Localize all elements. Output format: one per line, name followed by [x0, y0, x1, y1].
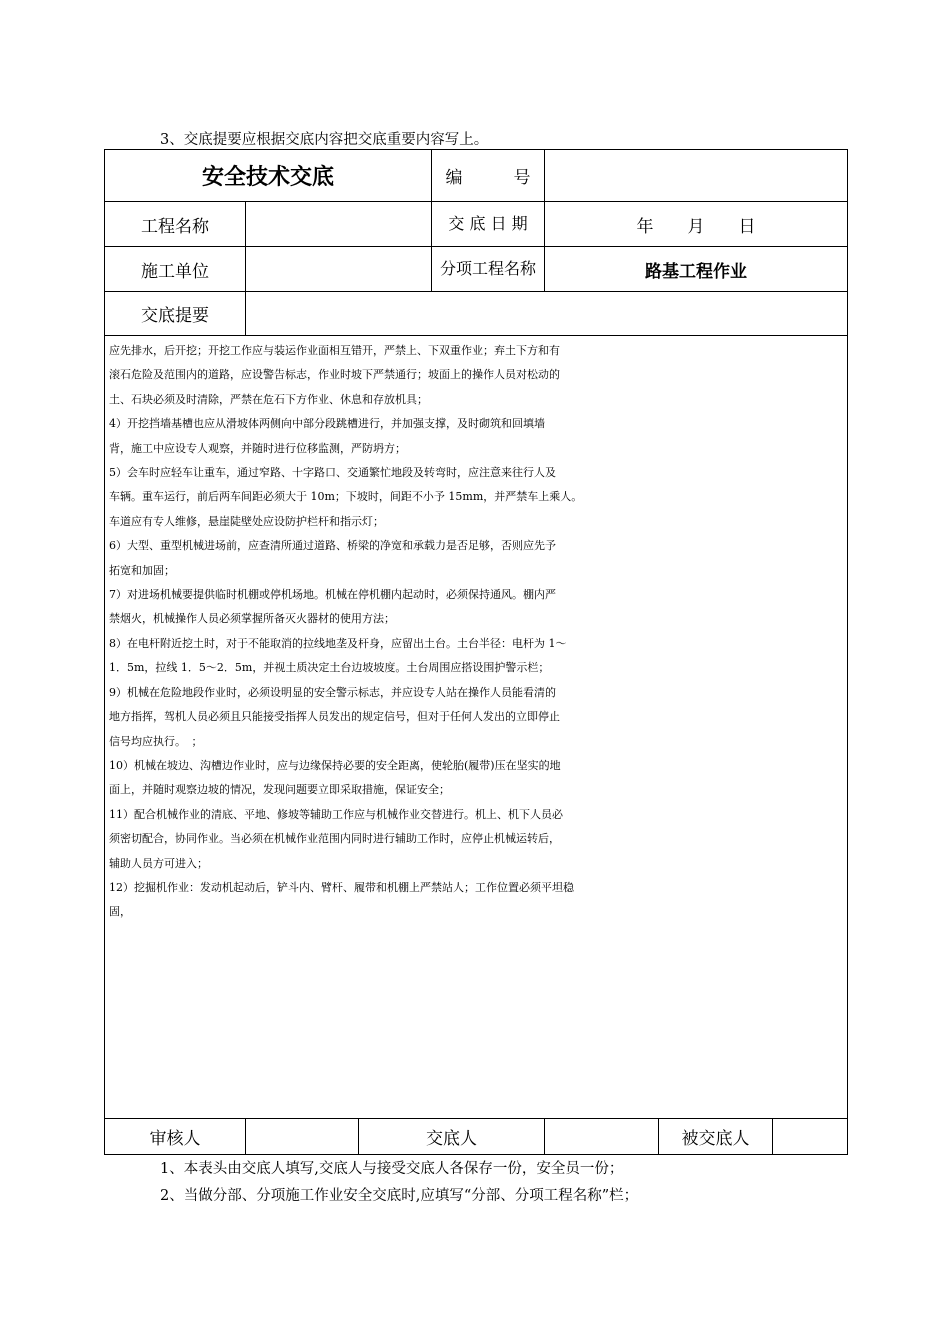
content-line: 辅助人员方可进入； — [109, 856, 208, 870]
content-line: 12）挖掘机作业：发动机起动后，铲斗内、臂杆、履带和机棚上严禁站人；工作位置必须平坦稳 — [109, 880, 574, 894]
project-name-label: 工程名称 — [105, 202, 246, 247]
construction-unit-label: 施工单位 — [105, 247, 246, 292]
recipient-label: 被交底人 — [681, 1129, 750, 1149]
construction-unit-field[interactable] — [246, 247, 432, 292]
content-line: 禁烟火，机械操作人员必须掌握所备灭火器材的使用方法； — [109, 612, 395, 626]
sub-project-field[interactable]: 路基工程作业 — [545, 247, 848, 292]
number-field[interactable] — [545, 150, 848, 202]
recipient-divider — [772, 1119, 773, 1154]
content-line: 应先排水，后开挖；开挖工作应与装运作业面相互错开，严禁上、下双重作业；弃土下方和有 — [109, 344, 560, 357]
reviewer-field[interactable] — [246, 1119, 359, 1155]
content-line: 车道应有专人维修，悬崖陡壁处应设防护栏杆和指示灯； — [109, 514, 384, 528]
sub-project-label: 分项工程名称 — [432, 247, 545, 292]
content-line: 1．5m，拉线 1．5～2．5m，并视土质决定土台边坡坡度。土台周围应搭设围护警示栏； — [109, 661, 550, 675]
content-line: 土、石块必须及时清除，严禁在危石下方作业、休息和存放机具； — [109, 392, 428, 406]
content-lines — [109, 339, 844, 925]
content-line: 须密切配合，协同作业。当必须在机械作业范围内同时进行辅助工作时，应停止机械运转后， — [109, 832, 560, 846]
footer-note-2: 2、当做分部、分项施工作业安全交底时,应填写“分部、分项工程名称”栏； — [160, 1188, 639, 1204]
content-line: 车辆。重车运行，前后两车间距必须大于 10m；下坡时，间距不小予 15mm，并严禁车上乘人。 — [109, 490, 583, 504]
content-line: 9）机械在危险地段作业时，必须设明显的安全警示标志，并应设专人站在操作人员能看清的 — [109, 685, 556, 699]
content-line: 地方指挥，驾机人员必须且只能接受指挥人员发出的规定信号，但对于任何人发出的立即停止 — [109, 710, 560, 724]
date-field[interactable]: 年 月 日 — [545, 202, 848, 247]
content-line: 4）开挖挡墙基槽也应从滑坡体两侧向中部分段跳槽进行，并加强支撑，及时砌筑和回填墙 — [109, 417, 545, 431]
safety-disclosure-form — [104, 149, 848, 1155]
top-note: 3、交底提要应根据交底内容把交底重要内容写上。 — [160, 132, 489, 148]
content-line: 滚石危险及范围内的道路，应设警告标志，作业时坡下严禁通行；坡面上的操作人员对松动的 — [109, 368, 560, 382]
form-title: 安全技术交底 — [105, 150, 432, 202]
number-label: 编 号 — [432, 150, 545, 202]
project-name-field[interactable] — [246, 202, 432, 247]
content-line: 拓宽和加固； — [109, 563, 175, 577]
footer-note-1: 1、本表头由交底人填写,交底人与接受交底人各保存一份，安全员一份； — [160, 1161, 624, 1177]
content-line: 6）大型、重型机械进场前，应查清所通过道路、桥梁的净宽和承载力是否足够，否则应先予 — [109, 539, 556, 553]
content-line: 10）机械在坡边、沟槽边作业时，应与边缘保持必要的安全距离，使轮胎(履带)压在坚实的地 — [109, 758, 561, 772]
discloser-label: 交底人 — [359, 1119, 545, 1155]
reviewer-label: 审核人 — [105, 1119, 246, 1155]
content-line: 5）会车时应轻车让重车，通过窄路、十字路口、交通繁忙地段及转弯时，应注意来往行人及 — [109, 466, 556, 480]
content-line: 信号均应执行。 ； — [109, 734, 203, 748]
content-line: 8）在电杆附近挖土时，对于不能取消的拉线地垄及杆身，应留出土台。土台半径：电杆为 1～ — [109, 636, 567, 650]
disclosure-content — [105, 336, 848, 1119]
recipient-cell — [659, 1119, 848, 1155]
content-line: 7）对进场机械要提供临时机棚或停机场地。机械在停机棚内起动时，必须保持通风。棚内严 — [109, 588, 556, 602]
summary-label: 交底提要 — [105, 292, 246, 336]
content-line: 面上，并随时观察边坡的情况，发现问题要立即采取措施，保证安全； — [109, 783, 450, 797]
summary-field[interactable] — [246, 292, 848, 336]
content-line: 固， — [109, 905, 131, 919]
discloser-field[interactable] — [545, 1119, 659, 1155]
content-line: 11）配合机械作业的清底、平地、修坡等辅助工作应与机械作业交替进行。机上、机下人员必 — [109, 807, 563, 821]
content-line: 背，施工中应设专人观察，并随时进行位移监测，严防坍方； — [109, 441, 406, 455]
date-label: 交 底 日 期 — [432, 202, 545, 247]
